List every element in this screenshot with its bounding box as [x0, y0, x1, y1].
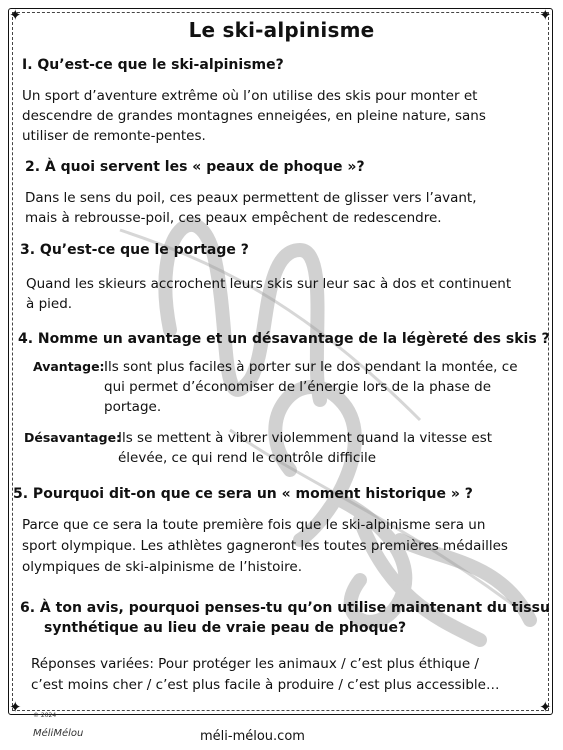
footer-website[interactable]: méli-mélou.com	[200, 729, 305, 744]
desavantage-line: Ils se mettent à vibrer violemment quand la vitesse est	[118, 430, 493, 446]
avantage-line: portage.	[104, 399, 162, 415]
answer-1-line: utiliser de remonte-pentes.	[22, 128, 206, 144]
question-6-continued: synthétique au lieu de vraie peau de phoque?	[44, 620, 407, 636]
desavantage-label: Désavantage:	[24, 430, 122, 445]
footer-logo: MéliMélou	[33, 728, 84, 739]
question-2: 2. À quoi servent les « peaux de phoque »?	[25, 159, 365, 175]
answer-1-line: Un sport d’aventure extrême où l’on utilise des skis pour monter et	[22, 88, 478, 104]
answer-3-line: à pied.	[26, 296, 73, 312]
question-4: 4. Nomme un avantage et un désavantage de la légèreté des skis ?	[18, 331, 550, 347]
corner-star-icon: ✦	[539, 698, 552, 716]
corner-star-icon: ✦	[539, 6, 552, 24]
corner-star-icon: ✦	[9, 6, 22, 24]
avantage-line: Ils sont plus faciles à porter sur le dos pendant la montée, ce	[104, 359, 518, 375]
answer-6-line: Réponses variées: Pour protéger les animaux / c’est plus éthique /	[31, 656, 479, 672]
answer-3-line: Quand les skieurs accrochent leurs skis sur leur sac à dos et continuent	[26, 276, 512, 292]
answer-1-line: descendre de grandes montagnes enneigées, en pleine nature, sans	[22, 108, 486, 124]
question-1: I. Qu’est-ce que le ski-alpinisme?	[22, 57, 284, 73]
answer-2-line: Dans le sens du poil, ces peaux permettent de glisser vers l’avant,	[25, 190, 477, 206]
answer-2-line: mais à rebrousse-poil, ces peaux empêchent de redescendre.	[25, 210, 442, 226]
question-3: 3. Qu’est-ce que le portage ?	[20, 242, 249, 258]
desavantage-line: élevée, ce qui rend le contrôle difficile	[118, 450, 377, 466]
question-5: 5. Pourquoi dit-on que ce sera un « moment historique » ?	[13, 486, 473, 502]
question-6: 6. À ton avis, pourquoi penses-tu qu’on utilise maintenant du tissu	[20, 600, 550, 616]
avantage-label: Avantage:	[33, 359, 105, 374]
answer-6-line: c’est moins cher / c’est plus facile à produire / c’est plus accessible…	[31, 677, 500, 693]
page-title: Le ski-alpinisme	[188, 18, 375, 42]
avantage-line: qui permet d’économiser de l’énergie lors de la phase de	[104, 379, 492, 395]
answer-5-line: sport olympique. Les athlètes gagneront les toutes premières médailles	[22, 538, 508, 554]
answer-5-line: olympiques de ski-alpinisme de l’histoire.	[22, 559, 302, 575]
answer-5-line: Parce que ce sera la toute première fois que le ski-alpinisme sera un	[22, 517, 486, 533]
copyright-text: © 2024	[33, 712, 57, 719]
corner-star-icon: ✦	[9, 698, 22, 716]
